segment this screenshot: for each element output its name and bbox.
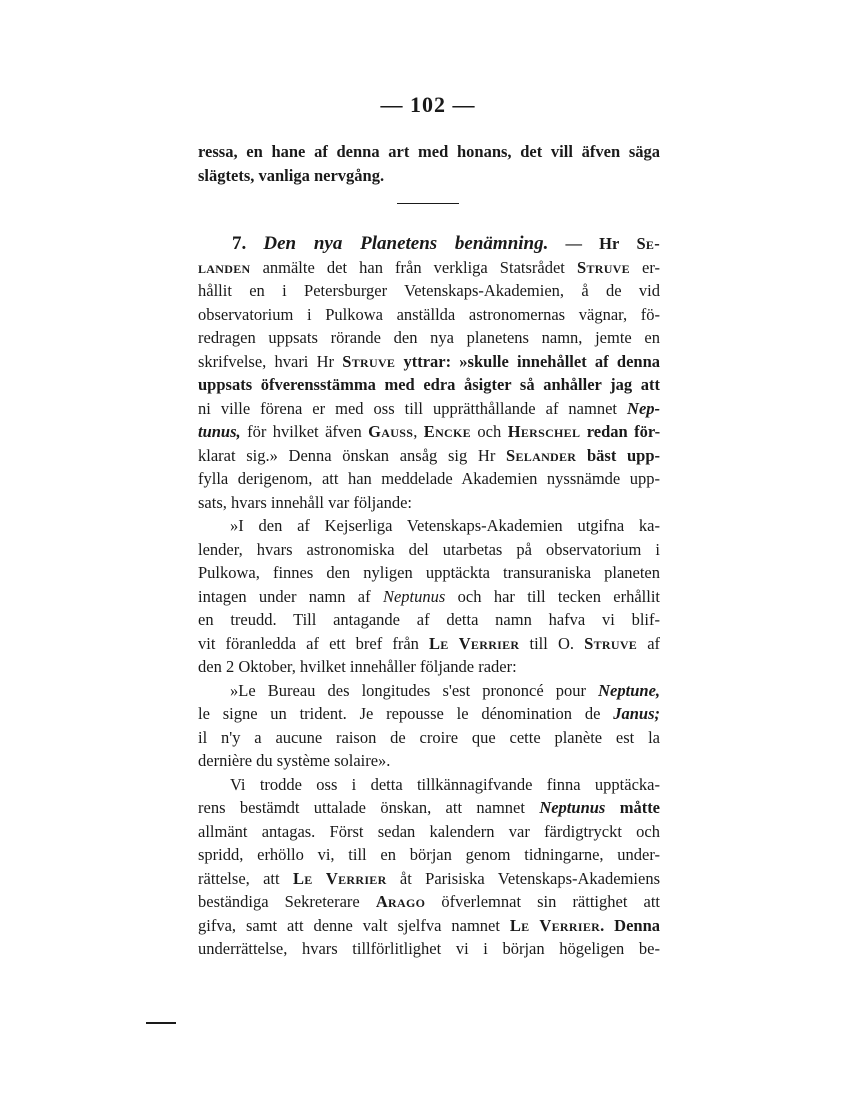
text-line: observatorium i Pulkowa anställda astronomernas vägnar, fö- — [198, 304, 660, 324]
text-line: underrättelse, hvars tillförlitlighet vi i början högeligen be- — [198, 939, 660, 958]
person-name: Selander — [506, 445, 577, 465]
text-run: öfverlemnat sin rättighet att — [441, 892, 660, 911]
person-name: Encke — [423, 422, 471, 441]
text-line: fylla derigenom, att han meddelade Akademien nyssnämde upp- — [198, 469, 660, 488]
text-line — [198, 256, 660, 280]
text-run: vit föranledda af ett bref från — [198, 633, 419, 653]
page-number: — 102 — — [380, 92, 476, 117]
intro-line-2: slägtets, vanliga nervgång. — [198, 165, 385, 185]
text-run: »Le Bureau des longitudes s'est prononcé pour — [230, 680, 587, 700]
text-line: Vi trodde oss i detta tillkännagifvande finna upptäcka- — [230, 774, 660, 794]
text-run: er- — [642, 257, 661, 277]
person-name: landen — [198, 257, 251, 277]
text-line — [198, 585, 660, 609]
text-line — [198, 632, 660, 656]
text-line: »I den af Kejserliga Vetenskaps-Akademien utgifna ka- — [230, 516, 660, 535]
section-number: 7. — [232, 233, 247, 254]
paragraph-1 — [198, 232, 660, 514]
person-name: Le Verrier — [509, 915, 601, 935]
text-run: beständiga Sekreterare — [198, 892, 360, 911]
text-line — [198, 444, 660, 468]
paragraph-2 — [198, 514, 660, 679]
intro-text — [198, 140, 660, 187]
text-line: den 2 Oktober, hvilket innehåller följande rader: — [198, 657, 517, 676]
text-run: , — [413, 422, 418, 441]
text-line — [198, 420, 660, 444]
text-run: gifva, samt att denne valt sjelfva namnet — [198, 915, 500, 935]
planet-name: tunus, — [198, 422, 241, 441]
text-line: il n'y a aucune raison de croire que cette planète est la — [198, 727, 660, 747]
planet-name: Neptune, — [598, 680, 661, 700]
person-name: Le Verrier — [429, 633, 520, 653]
person-name: Struve — [342, 351, 396, 371]
text-run: anmälte det han från verkliga Statsrådet — [262, 257, 565, 277]
person-name: Struve — [584, 633, 638, 653]
person-name: Se- — [636, 234, 661, 253]
text-run: för hvilket äfven — [247, 422, 362, 441]
section-title: Den nya Planetens benämning. — [263, 233, 549, 254]
person-name: Herschel — [507, 422, 581, 441]
text-line: dernière du système solaire». — [198, 751, 391, 770]
text-line: allmänt antagas. Först sedan kalendern var färdigtryckt och — [198, 821, 660, 841]
text-run: måtte — [619, 798, 661, 817]
text-run: af — [647, 633, 661, 653]
text-run: le signe un trident. Je repousse le dénomination de — [198, 704, 601, 723]
text-run: redan för- — [586, 422, 661, 441]
text-run: och — [477, 422, 502, 441]
text-line — [198, 397, 660, 421]
text-line: spridd, erhöllo vi, till en början genom tidningarne, under- — [198, 845, 660, 864]
margin-mark — [146, 1022, 176, 1024]
section-heading-line — [198, 232, 660, 256]
text-run: rättelse, att — [198, 868, 280, 888]
text-line — [198, 350, 660, 374]
text-line: hållit en i Petersburger Vetenskaps-Akademien, å de vid — [198, 281, 660, 300]
text-line — [198, 796, 660, 820]
paragraph-4 — [198, 773, 660, 961]
person-name: Le Verrier — [292, 868, 387, 888]
section-divider — [397, 203, 459, 204]
text-run: skrifvelse, hvari Hr — [198, 351, 335, 371]
text-line — [198, 914, 660, 938]
section-body — [198, 232, 660, 961]
person-name: Gauss — [368, 422, 414, 441]
text-line — [198, 702, 660, 726]
text-run: bäst upp- — [586, 445, 661, 465]
paragraph-3 — [198, 679, 660, 773]
text-line: sats, hvars innehåll var följande: — [198, 492, 412, 512]
text-line — [198, 679, 660, 703]
text-run: åt Parisiska Vetenskaps-Akademiens — [399, 868, 660, 888]
text-run: intagen under namn af — [198, 586, 371, 606]
text-line: en treudd. Till antagande af detta namn hafva vi blif- — [198, 610, 660, 629]
text-run: yttrar: »skulle innehållet af denna — [403, 351, 660, 371]
text-run: ni ville förena er med oss till upprätthållande af namnet — [198, 398, 618, 418]
planet-name: Neptunus — [539, 798, 606, 817]
planet-name: Janus; — [613, 704, 660, 723]
text-run: . Denna — [600, 915, 661, 935]
text-line: uppsats öfverensstämma med edra åsigter så anhåller jag att — [198, 375, 660, 394]
intro-line-1: ressa, en hane af denna art med honans, det vill äfven säga — [198, 142, 660, 161]
planet-name: Neptunus — [382, 586, 446, 606]
text-run: klarat sig.» Denna önskan ansåg sig Hr — [198, 445, 496, 465]
text-line — [198, 890, 660, 914]
text-run: till O. — [529, 633, 574, 653]
person-name: Struve — [576, 257, 630, 277]
text-run: rens bestämdt uttalade önskan, att namnet — [198, 798, 525, 817]
person-name: Arago — [375, 892, 426, 911]
text-line: Pulkowa, finnes den nyligen upptäckta transuraniska planeten — [198, 563, 660, 582]
planet-name: Nep- — [627, 398, 661, 418]
text-line — [198, 867, 660, 891]
text-line: lender, hvars astronomiska del utarbetas på observatorium i — [198, 539, 660, 559]
heading-dash: — Hr — [565, 234, 620, 253]
text-line: redragen uppsats rörande den nya planetens namn, jemte en — [198, 328, 660, 347]
text-run: och har till tecken erhållit — [457, 586, 661, 606]
